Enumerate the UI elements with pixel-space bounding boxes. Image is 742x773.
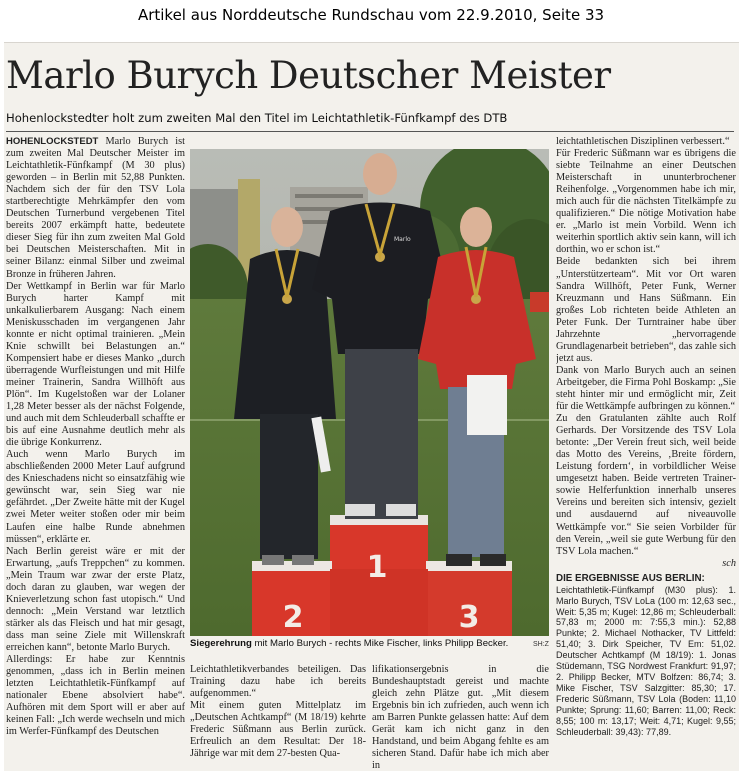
photo-caption-text: mit Marlo Burych - rechts Mike Fischer, links Philipp Becker. bbox=[251, 638, 509, 649]
paragraph: Zu den Gratulanten zählte auch Rolf Gerhards. Der Vorsitzende des TSV Lola betonte: „Der Verein freut sich, weil beide das Motto des Vereins, ‚Breite fördern, Leistung fordern‘, in vorbildlicher Weise umgesetzt haben. Beide vertreten Trainer- sowie Helferfunktion innerhalb unseres Vereins und bereiten sich intensiv, gezielt und ausdauernd auf niveauvolle Wettkämpfe vor.“ Sie seien Vorbilder für den Verein, „weil sie gute Werbung für den TSV Lola machen.“ bbox=[556, 413, 736, 557]
subheadline-rule bbox=[6, 131, 734, 132]
paragraph: Beide bedankten sich bei ihrem „Unterstützerteam“. Mit vor Ort waren Sandra Willhöft, Peter Funk, Werner Kreuzmann und Hans Süßmann. Ein großes Lob richteten beide Athleten an Peter Funk. Der Turntrainer habe über Jahrzehnte „hervorragende Grundlagenarbeit betrieben“, das zahle sich jetzt aus. bbox=[556, 256, 736, 364]
paragraph: Auch wenn Marlo Burych im abschließenden 2000 Meter Lauf aufgrund des Knieschadens nicht so einsatzfähig wie gewünscht war, sein Sieg war nie gefährdet. „Der Zweite hätte mit der Kugel zwei Meter weiter stoßen oder mir beim Laufen eine halbe Runde abnehmen müssen“, erklärte er. bbox=[6, 449, 185, 545]
paragraph: Leichtathletikverbandes beteiligen. Das Training dazu habe ich bereits aufgenommen.“ bbox=[190, 664, 366, 700]
results-heading: DIE ERGEBNISSE AUS BERLIN: bbox=[556, 572, 705, 584]
subheadline: Hohenlockstedter holt zum zweiten Mal den Titel im Leichtathletik-Fünfkampf des DTB bbox=[6, 111, 508, 125]
photo-caption-lead: Siegerehrung bbox=[190, 638, 252, 649]
podium-number-3: 3 bbox=[458, 600, 480, 635]
author-signature: sch bbox=[722, 557, 736, 569]
paragraph: Allerdings: Er habe zur Kenntnis genommen, „dass ich in Berlin meinen letzten Leichtathletik-Fünfkampf auf nationaler Ebene absolviert habe“. Aufhören mit dem Sport will er aber auf keinen Fall: „Ich werde wechseln und mich im Werfer-Fünfkampf des Deutschen bbox=[6, 654, 185, 738]
paragraph: lifikationsergebnis in die Bundeshauptstadt gereist und machte gleich zehn Plätze gut. „Mit diesem Ergebnis bin ich zufrieden, auch wenn ich am Barren Punkte gelassen hatte: Auf dem Gerät kam ich nicht ganz in den Handstand, und beim Abgang fehlte es am sicheren Stand. Dafür habe ich mich aber in bbox=[372, 664, 549, 770]
shirt-print: Marlo bbox=[394, 236, 411, 243]
paragraph: leichtathletischen Disziplinen verbessert.“ bbox=[556, 136, 730, 147]
paragraph: Mit einem guten Mittelplatz im „Deutschen Achtkampf“ (M 18/19) kehrte Frederic Süßmann aus Berlin zurück. Erfreulich an dem Resultat: Der 18-Jährige war mit dem 27-besten Qua- bbox=[190, 700, 366, 760]
article-column-1 bbox=[6, 136, 185, 768]
dateline: HOHENLOCKSTEDT bbox=[6, 136, 99, 147]
podium-number-1: 1 bbox=[366, 550, 388, 585]
podium-number-2: 2 bbox=[282, 600, 304, 635]
article-source-caption: Artikel aus Norddeutsche Rundschau vom 22.9.2010, Seite 33 bbox=[137, 6, 605, 24]
article-column-4 bbox=[556, 136, 736, 770]
paragraph: Der Wettkampf in Berlin war für Marlo Burych harter Kampf mit unkalkulierbarem Ausgang: Nach einem Meniskusschaden im vergangenen Jahr konnte er nicht optimal trainieren. „Mein Knie schwillt bei Belastungen an.“ Kompensiert habe er dieses Manko „durch überragende Wurfleistungen und mit Hilfe meiner Trainerin, Sandra Willhöft aus Plön“. Im Kugelstoßen war der Lolaner 1,28 Meter besser als der nächst Folgende, und auch mit dem Schleuderball schaffte er bis auf eine Ausnahme deutlich mehr als die übrige Konkurrenz. bbox=[6, 280, 185, 449]
photo-caption bbox=[190, 638, 549, 649]
photo-credit: SH:Z bbox=[533, 641, 549, 648]
paragraph: Für Frederic Süßmann war es übrigens die siebte Teilnahme an einer Deutschen Meisterschaft in ununterbrochener Reihenfolge. „Vorgenommen habe ich mir, mich auch für die nächsten Titelkämpfe zu qualifizieren.“ Die nötige Motivation habe er. „Marlo ist mein Vorbild. Wenn ich weiterhin sportlich aktiv sein kann, will ich dorthin, wo er schon ist.“ bbox=[556, 148, 736, 256]
award-ceremony-photo bbox=[190, 149, 549, 636]
paragraph: Marlo Burych ist zum zweiten Mal Deutscher Meister im Leichtathletik-Fünfkampf (M 30 plus) geworden – in Berlin mit 52,88 Punkten. Nachdem sich der für den TSV Lola startberechtigte Mehrkämpfer den vom Deutschen Turnerbund vergebenen Titel bereits 2007 erkämpft hatte, bedeutete dieser Sieg für ihn zum zweiten Mal Gold bei Deutschen Meisterschaften. Mit in seiner Bilanz: einmal Silber und zweimal Bronze in früheren Jahren. bbox=[6, 136, 185, 280]
results-text: Leichtathletik-Fünfkampf (M30 plus): 1. Marlo Burych, TSV LoLa (100 m: 12,63 sec., Weit: 5,35 m; Kugel: 12,86 m; Schleuderball: 57,83 m; 2000 m: 7:55,3 min.): 52,88 Punkte; 2. Michael Nothacker, TV Littfeld: 51,40; 3. Dirk Speicher, TV Em: 51,02. Deutscher Achtkampf (M 18/19): 1. Jonas Stüdemann, TSG Nordwest Frankfurt: 91,97; 2. Philipp Becker, MTV Bolfzen: 86,74; 3. Mike Fischer, TSV Salzgitter: 85,30; 17. Frederic Süßmann, TSV Lola (Boden: 11,10 Punkte; Sprung: 11,60; Barren: 11,00; Reck: 8,55; 100 m: 13,17; Weit: 4,71; Kugel: 9,55; Schleuderball: 39,43): 77,89. bbox=[556, 584, 736, 737]
award-ceremony-image bbox=[190, 149, 549, 636]
paragraph: Nach Berlin gereist wäre er mit der Erwartung, „aufs Treppchen“ zu kommen. „Mein Traum war zwar der erste Platz, doch daran zu glauben, war wegen der Knieverletzung schon fast utopisch.“ Und dennoch: „Mein Verstand war letztlich stärker als das Fleisch und hat mir gesagt, dass man seine Ziele mit Willenskraft erreichen kann“, betonte Marlo Burych. bbox=[6, 545, 185, 653]
headline: Marlo Burych Deutscher Meister bbox=[6, 54, 611, 97]
article-column-2 bbox=[190, 664, 366, 770]
paragraph: Dank von Marlo Burych auch an seinen Arbeitgeber, die Firma Pohl Boskamp: „Sie steht hinter mir und ermöglicht mir, Zeit für die Wettkämpfe aufbringen zu können.“ bbox=[556, 364, 736, 413]
article-column-3 bbox=[372, 664, 549, 770]
